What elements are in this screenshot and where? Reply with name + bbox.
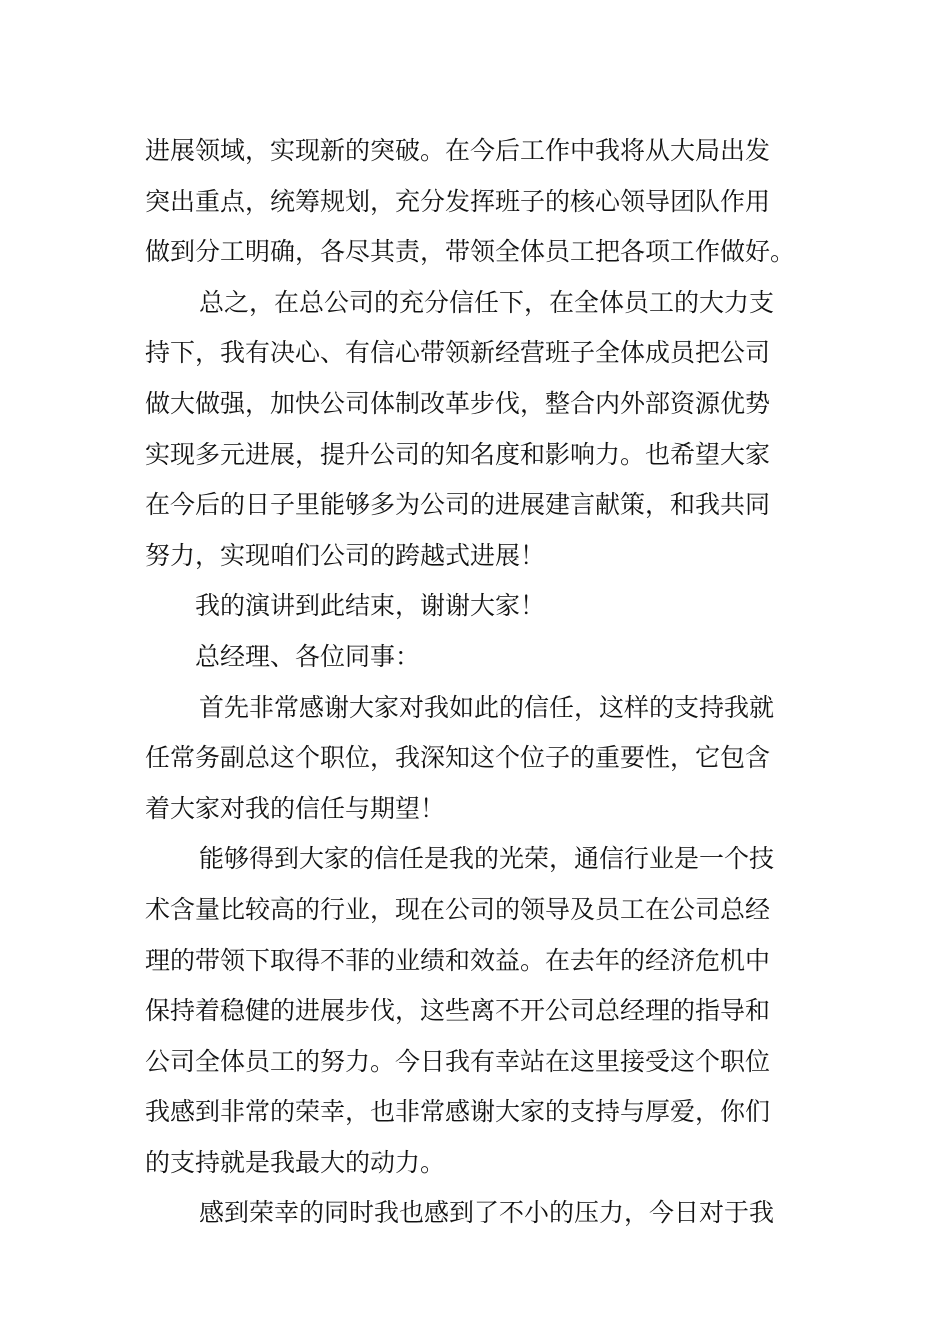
text-line: 做到分工明确，各尽其责，带领全体员工把各项工作做好。: [145, 237, 796, 267]
paragraph-start-line: 感到荣幸的同时我也感到了不小的压力，今日对于我: [199, 1198, 775, 1228]
text-line: 任常务副总这个职位，我深知这个位子的重要性，它包含: [145, 743, 771, 773]
paragraph-start-line: 能够得到大家的信任是我的光荣，通信行业是一个技: [199, 844, 775, 874]
paragraph-start-line: 总之，在总公司的充分信任下，在全体员工的大力支: [199, 287, 775, 317]
text-line: 实现多元进展，提升公司的知名度和影响力。也希望大家: [145, 439, 771, 469]
text-line: 持下，我有决心、有信心带领新经营班子全体成员把公司: [145, 338, 771, 368]
text-line: 理的带领下取得不菲的业绩和效益。在去年的经济危机中: [145, 945, 771, 975]
text-line: 的支持就是我最大的动力。: [145, 1147, 446, 1177]
text-line: 做大做强，加快公司体制改革步伐，整合内外部资源优势: [145, 388, 771, 418]
text-line: 我感到非常的荣幸，也非常感谢大家的支持与厚爱，你们: [145, 1097, 771, 1127]
text-line: 突出重点，统筹规划，充分发挥班子的核心领导团队作用: [145, 186, 771, 216]
text-line: 公司全体员工的努力。今日我有幸站在这里接受这个职位: [145, 1046, 771, 1076]
text-line: 术含量比较高的行业，现在公司的领导及员工在公司总经: [145, 894, 771, 924]
body-text: [145, 126, 810, 1239]
text-line: 保持着稳健的进展步伐，这些离不开公司总经理的指导和: [145, 996, 771, 1026]
text-line: 在今后的日子里能够多为公司的进展建言献策，和我共同: [145, 490, 771, 520]
text-line: 努力，实现咱们公司的跨越式进展！: [145, 540, 546, 570]
closing-line: 我的演讲到此结束，谢谢大家！: [195, 591, 546, 621]
text-line: 着大家对我的信任与期望！: [145, 793, 446, 823]
text-line: 进展领域，实现新的突破。在今后工作中我将从大局出发: [145, 136, 771, 165]
salutation-line: 总经理、各位同事：: [195, 641, 421, 671]
paragraph-start-line: 首先非常感谢大家对我如此的信任，这样的支持我就: [199, 692, 775, 722]
